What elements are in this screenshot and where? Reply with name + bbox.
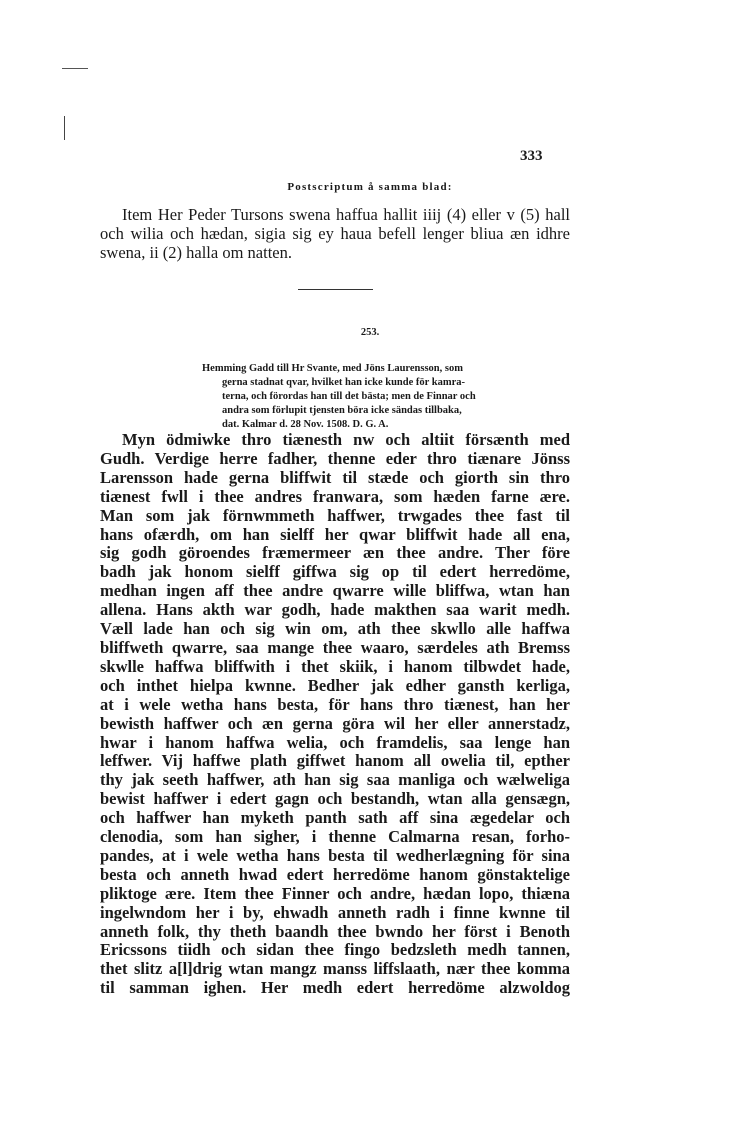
letter-line: bliffweth qwarre, saa mange thee waaro, særdeles ath Bremss <box>100 637 570 657</box>
letter-line: Væll lade han och sig win om, ath thee skwllo alle haffwa <box>100 619 570 639</box>
letter-line: Man som jak förnwmmeth haffwer, trwgades thee fast til <box>100 505 570 525</box>
letter-line: ingelwndom her i by, ehwadh anneth radh i finne kwnne til <box>100 902 570 922</box>
document-number: 253. <box>360 327 380 338</box>
letter-line: hans ofærdh, om han sielff her qwar bliffwit hade all ena, <box>100 524 570 544</box>
letter-body <box>100 431 570 998</box>
letter-line: badh jak honom sielff giffwa sig op til edert herredöme, <box>100 562 570 582</box>
letter-line: besta och anneth hwad edert herredöme hanom gönstaktelige <box>100 864 570 884</box>
postscript-text: Item Her Peder Tursons swena haffua hallit iiij (4) eller v (5) hall och wilia och hædan, sigia sig ey haua befell lenger bliua æn idhre swena, ii (2) halla om natten. <box>100 205 570 262</box>
letter-line: pliktoge ære. Item thee Finner och andre, hædan lopo, thiæna <box>100 883 570 903</box>
letter-line: clenodia, som han sigher, i thenne Calmarna resan, forho- <box>100 827 570 847</box>
letter-line: Myn ödmiwke thro tiænesth nw och altiit försænth med <box>122 430 570 449</box>
page-number: 333 <box>520 148 543 164</box>
summary-line: dat. Kalmar d. 28 Nov. 1508. D. G. A. <box>222 419 389 430</box>
letter-line: pandes, at i wele wetha hans besta til wedherlægning för sina <box>100 845 570 865</box>
letter-line: Ericssons tiidh och sidan thee fingo bedzsleth medh tannen, <box>100 940 570 960</box>
letter-line: bewist haffwer i edert gagn och bestandh, wtan alla gensægn, <box>100 789 570 809</box>
letter-line: och haffwer han myketh panth sath aff sina ægedelar och <box>100 808 570 828</box>
letter-line: at i wele wetha hans besta, för hans thro tiænest, han her <box>100 694 570 714</box>
letter-line: Gudh. Verdige herre fadher, thenne eder thro tiænare Jönss <box>100 448 570 468</box>
letter-line: tiænest fwll i thee andres franwara, som hæden farne ære. <box>100 486 570 506</box>
letter-line: Larensson hade gerna bliffwit til stæde och giorth sin thro <box>100 467 570 487</box>
summary-line: gerna stadnat qvar, hvilket han icke kunde för kamra- <box>222 377 465 388</box>
letter-line: allena. Hans akth war godh, hade makthen saa warit medh. <box>100 600 570 620</box>
summary-line: Hemming Gadd till Hr Svante, med Jöns Laurensson, som <box>202 363 463 374</box>
section-divider <box>298 289 373 290</box>
letter-line: thy jak seeth haffwer, ath han sig saa manliga och wælweliga <box>100 770 570 790</box>
postscript-heading: Postscriptum å samma blad: <box>287 181 453 193</box>
letter-line: anneth folk, thy theth baandh thee bwndo her först i Benoth <box>100 921 570 941</box>
scan-margin-mark <box>62 68 88 69</box>
letter-line: thet slitz a[l]drig wtan mangz manss liffslaath, nær thee komma <box>100 959 570 979</box>
letter-line: til samman ighen. Her medh edert herredöme alzwoldog <box>100 978 570 998</box>
letter-line: och inthet hielpa kwnne. Bedher jak edher gansth kerliga, <box>100 675 570 695</box>
scan-margin-bar <box>64 116 65 140</box>
letter-line: medhan ingen aff thee andre qwarre wille bliffwa, wtan han <box>100 581 570 601</box>
document-summary <box>202 362 570 432</box>
letter-line: skwlle haffwa bliffwith i thet skiik, i hanom tilbwdet hade, <box>100 656 570 676</box>
letter-line: sig godh göroendes fræmermeer æn thee andre. Ther före <box>100 543 570 563</box>
letter-line: bewisth haffwer och æn gerna göra wil her eller annerstadz, <box>100 713 570 733</box>
letter-line: leffwer. Vij haffwe plath giffwet hanom all owelia til, epther <box>100 751 570 771</box>
summary-line: terna, och förordas han till det bästa; men de Finnar och <box>222 391 476 402</box>
summary-line: andra som förlupit tjensten böra icke sändas tillbaka, <box>222 405 462 416</box>
letter-line: hwar i hanom haffwa welia, och framdelis, saa lenge han <box>100 732 570 752</box>
